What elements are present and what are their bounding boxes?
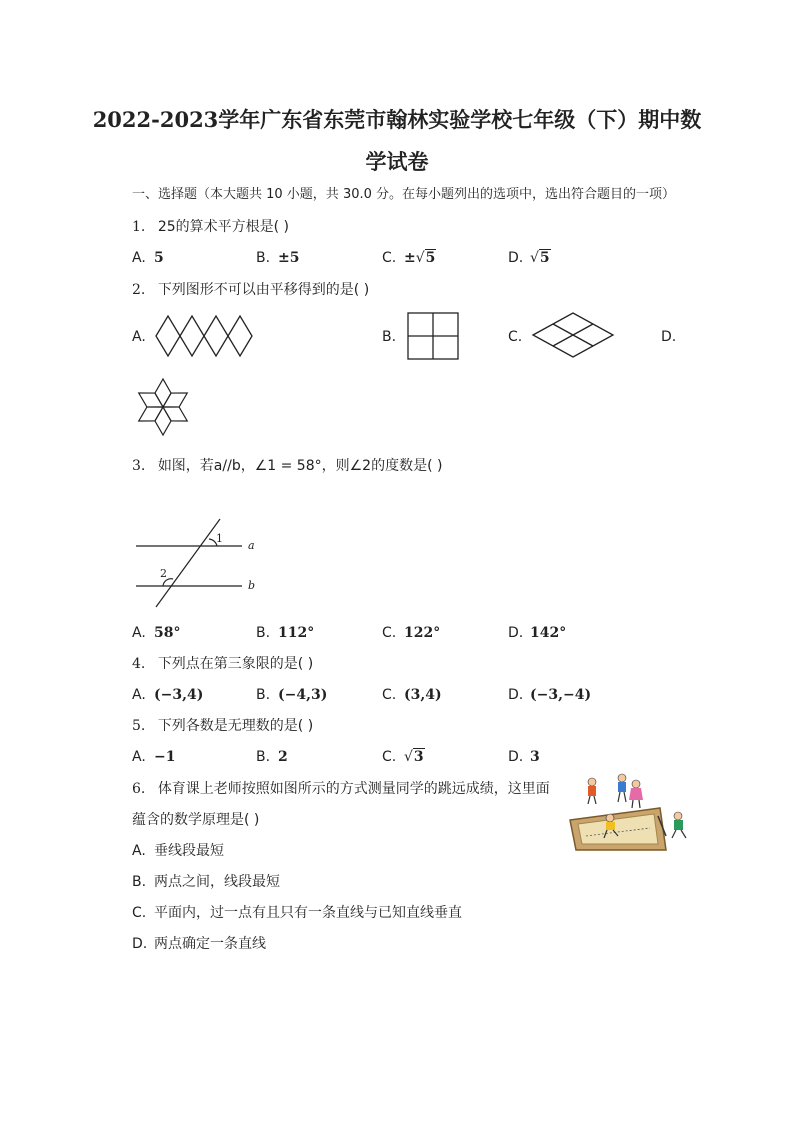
option-value: 122° bbox=[404, 625, 441, 641]
question-text: 下列图形不可以由平移得到的是( ) bbox=[157, 282, 370, 298]
q6-option-a[interactable] bbox=[132, 842, 224, 860]
child-figure-2 bbox=[618, 774, 626, 802]
option-value: (−3,−4) bbox=[530, 687, 592, 703]
angle-2-label: 2 bbox=[160, 567, 167, 580]
q2-option-a[interactable] bbox=[132, 328, 146, 346]
q3-option-b[interactable] bbox=[256, 624, 314, 642]
question-text: 25的算术平方根是( ) bbox=[157, 219, 290, 235]
option-label: B. bbox=[256, 250, 271, 266]
question-5 bbox=[132, 717, 313, 735]
option-label: D. bbox=[508, 625, 524, 641]
question-number: 3. bbox=[132, 458, 146, 474]
sqrt-symbol: √3 bbox=[404, 749, 424, 765]
q1-option-b[interactable] bbox=[256, 249, 299, 267]
question-text: 体育课上老师按照如图所示的方式测量同学的跳远成绩，这里面 bbox=[157, 781, 550, 797]
q2-figure-c-rhombus-grid bbox=[532, 312, 614, 358]
q3-option-d[interactable] bbox=[508, 624, 566, 642]
q1-option-a[interactable] bbox=[132, 249, 164, 267]
transversal bbox=[156, 519, 220, 607]
option-value: 58° bbox=[154, 625, 181, 641]
option-label: D. bbox=[508, 749, 524, 765]
q5-option-b[interactable] bbox=[256, 748, 288, 766]
option-label: D. bbox=[132, 936, 148, 952]
question-text: 下列各数是无理数的是( ) bbox=[157, 718, 314, 734]
q2-option-b[interactable] bbox=[382, 328, 396, 346]
question-text: 如图，若a//b，∠1 = 58°，则∠2的度数是( ) bbox=[157, 458, 443, 474]
radicand: 3 bbox=[413, 749, 424, 765]
option-label: C. bbox=[382, 749, 397, 765]
question-1 bbox=[132, 218, 289, 236]
q4-option-d[interactable] bbox=[508, 686, 591, 704]
option-label: C. bbox=[382, 250, 397, 266]
question-number: 2. bbox=[132, 282, 146, 298]
q3-option-c[interactable] bbox=[382, 624, 440, 642]
option-value: (−3,4) bbox=[154, 687, 204, 703]
sqrt-symbol: √5 bbox=[415, 250, 436, 266]
option-value: 平面内，过一点有且只有一条直线与已知直线垂直 bbox=[154, 905, 462, 921]
option-value: 142° bbox=[530, 625, 567, 641]
q5-option-a[interactable] bbox=[132, 748, 175, 766]
question-text: 下列点在第三象限的是( ) bbox=[157, 656, 314, 672]
q6-option-d[interactable] bbox=[132, 935, 266, 953]
q3-option-a[interactable] bbox=[132, 624, 180, 642]
option-label: B. bbox=[382, 329, 397, 345]
option-label: B. bbox=[132, 874, 147, 890]
option-label: C. bbox=[382, 687, 397, 703]
option-label: A. bbox=[132, 687, 146, 703]
q4-option-c[interactable] bbox=[382, 686, 442, 704]
q1-option-c[interactable] bbox=[382, 249, 436, 267]
option-label: A. bbox=[132, 625, 146, 641]
q5-option-c[interactable] bbox=[382, 748, 425, 766]
q2-figure-a-rhombus-chain bbox=[154, 314, 256, 358]
option-label: A. bbox=[132, 749, 146, 765]
exam-title-line-1: 2022-2023学年广东省东莞市翰林实验学校七年级（下）期中数 bbox=[92, 107, 702, 132]
option-label: A. bbox=[132, 843, 146, 859]
child-figure-3 bbox=[629, 780, 643, 808]
option-value: 两点之间，线段最短 bbox=[154, 874, 280, 890]
option-label: C. bbox=[132, 905, 147, 921]
option-label: C. bbox=[508, 329, 523, 345]
q2-figure-b-square-grid bbox=[407, 312, 459, 360]
q6-option-c[interactable] bbox=[132, 904, 462, 922]
option-value: 两点确定一条直线 bbox=[154, 936, 266, 952]
q2-option-d[interactable] bbox=[661, 328, 676, 346]
radicand: 5 bbox=[539, 250, 550, 266]
option-label: D. bbox=[508, 250, 524, 266]
option-label: B. bbox=[256, 749, 271, 765]
question-6-continued: 蕴含的数学原理是( ) bbox=[132, 812, 260, 828]
option-label: D. bbox=[661, 329, 677, 345]
option-label: D. bbox=[508, 687, 524, 703]
option-value: −1 bbox=[154, 749, 176, 765]
q5-option-d[interactable] bbox=[508, 748, 540, 766]
sqrt-symbol: √5 bbox=[530, 250, 550, 266]
child-figure-5 bbox=[672, 812, 686, 838]
question-3 bbox=[132, 457, 442, 475]
option-value: (3,4) bbox=[404, 687, 442, 703]
q2-option-c[interactable] bbox=[508, 328, 522, 346]
option-value: ±5 bbox=[278, 250, 300, 266]
option-value: 112° bbox=[278, 625, 315, 641]
q1-option-d[interactable] bbox=[508, 249, 551, 267]
question-6 bbox=[132, 780, 550, 798]
q2-figure-d-star-of-rhombuses bbox=[133, 377, 193, 437]
q4-option-b[interactable] bbox=[256, 686, 327, 704]
option-value: 3 bbox=[530, 749, 540, 765]
option-value: 5 bbox=[154, 250, 164, 266]
line-a-label: a bbox=[248, 539, 255, 552]
question-number: 6. bbox=[132, 781, 146, 797]
radicand: 5 bbox=[425, 250, 436, 266]
angle-1-label: 1 bbox=[216, 532, 223, 545]
question-number: 5. bbox=[132, 718, 146, 734]
option-prefix: ± bbox=[404, 250, 416, 266]
question-4 bbox=[132, 655, 313, 673]
long-jump-illustration bbox=[566, 772, 694, 852]
option-value: 垂线段最短 bbox=[154, 843, 224, 859]
q4-option-a[interactable] bbox=[132, 686, 203, 704]
question-number: 4. bbox=[132, 656, 146, 672]
exam-title-line-2: 学试卷 bbox=[365, 149, 429, 174]
option-label: B. bbox=[256, 687, 271, 703]
option-label: C. bbox=[382, 625, 397, 641]
option-label: A. bbox=[132, 329, 146, 345]
q6-option-b[interactable] bbox=[132, 873, 280, 891]
question-number: 1. bbox=[132, 219, 146, 235]
child-figure-1 bbox=[588, 778, 596, 804]
option-value: 2 bbox=[278, 749, 288, 765]
line-b-label: b bbox=[248, 579, 256, 592]
section-heading: 一、选择题（本大题共 10 小题，共 30.0 分。在每小题列出的选项中，选出符合题目的一项） bbox=[132, 187, 676, 202]
option-value: (−4,3) bbox=[278, 687, 328, 703]
q3-parallel-lines-figure bbox=[130, 515, 270, 610]
question-2 bbox=[132, 281, 369, 299]
option-label: B. bbox=[256, 625, 271, 641]
option-label: A. bbox=[132, 250, 146, 266]
